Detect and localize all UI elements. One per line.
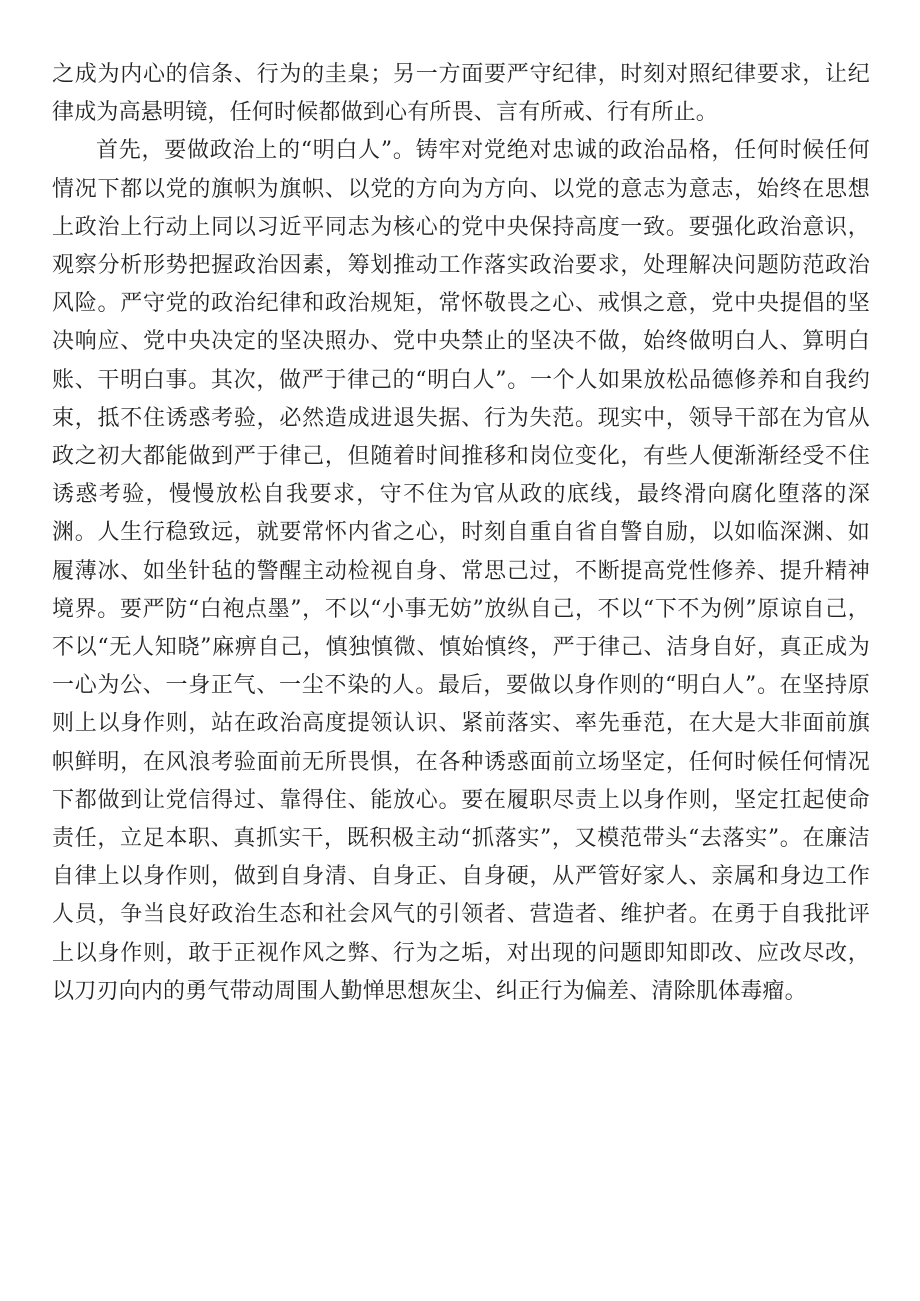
document-body — [52, 56, 870, 1011]
paragraph-main: 首先，要做政治上的“明白人”。铸牢对党绝对忠诚的政治品格，任何时候任何情况下都以党的旗帜为旗帜、以党的方向为方向、以党的意志为意志，始终在思想上政治上行动上同以习近平同志为核心的党中央保持高度一致。要强化政治意识，观察分析形势把握政治因素，筹划推动工作落实政治要求，处理解决问题防范政治风险。严守党的政治纪律和政治规矩，常怀敬畏之心、戒惧之意，党中央提倡的坚决响应、党中央决定的坚决照办、党中央禁止的坚决不做，始终做明白人、算明白账、干明白事。其次，做严于律己的“明白人”。一个人如果放松品德修养和自我约束，抵不住诱惑考验，必然造成进退失据、行为失范。现实中，领导干部在为官从政之初大都能做到严于律己，但随着时间推移和岗位变化，有些人便渐渐经受不住诱惑考验，慢慢放松自我要求，守不住为官从政的底线，最终滑向腐化堕落的深渊。人生行稳致远，就要常怀内省之心，时刻自重自省自警自励，以如临深渊、如履薄冰、如坐针毡的警醒主动检视自身、常思己过，不断提高党性修养、提升精神境界。要严防“白袍点墨”，不以“小事无妨”放纵自己，不以“下不为例”原谅自己，不以“无人知晓”麻痹自己，慎独慎微、慎始慎终，严于律己、洁身自好，真正成为一心为公、一身正气、一尘不染的人。最后，要做以身作则的“明白人”。在坚持原则上以身作则，站在政治高度提领认识、紧前落实、率先垂范，在大是大非面前旗帜鲜明，在风浪考验面前无所畏惧，在各种诱惑面前立场坚定，任何时候任何情况下都做到让党信得过、靠得住、能放心。要在履职尽责上以身作则，坚定扛起使命责任，立足本职、真抓实干，既积极主动“抓落实”，又模范带头“去落实”。在廉洁自律上以身作则，做到自身清、自身正、自身硬，从严管好家人、亲属和身边工作人员，争当良好政治生态和社会风气的引领者、营造者、维护者。在勇于自我批评上以身作则，敢于正视作风之弊、行为之垢，对出现的问题即知即改、应改尽改，以刀刃向内的勇气带动周围人勤惮思想灰尘、纠正行为偏差、清除肌体毒瘤。 — [52, 138, 870, 1004]
paragraph-continued: 之成为内心的信条、行为的圭臬；另一方面要严守纪律，时刻对照纪律要求，让纪律成为高悬明镜，任何时候都做到心有所畏、言有所戒、行有所止。 — [52, 62, 870, 126]
